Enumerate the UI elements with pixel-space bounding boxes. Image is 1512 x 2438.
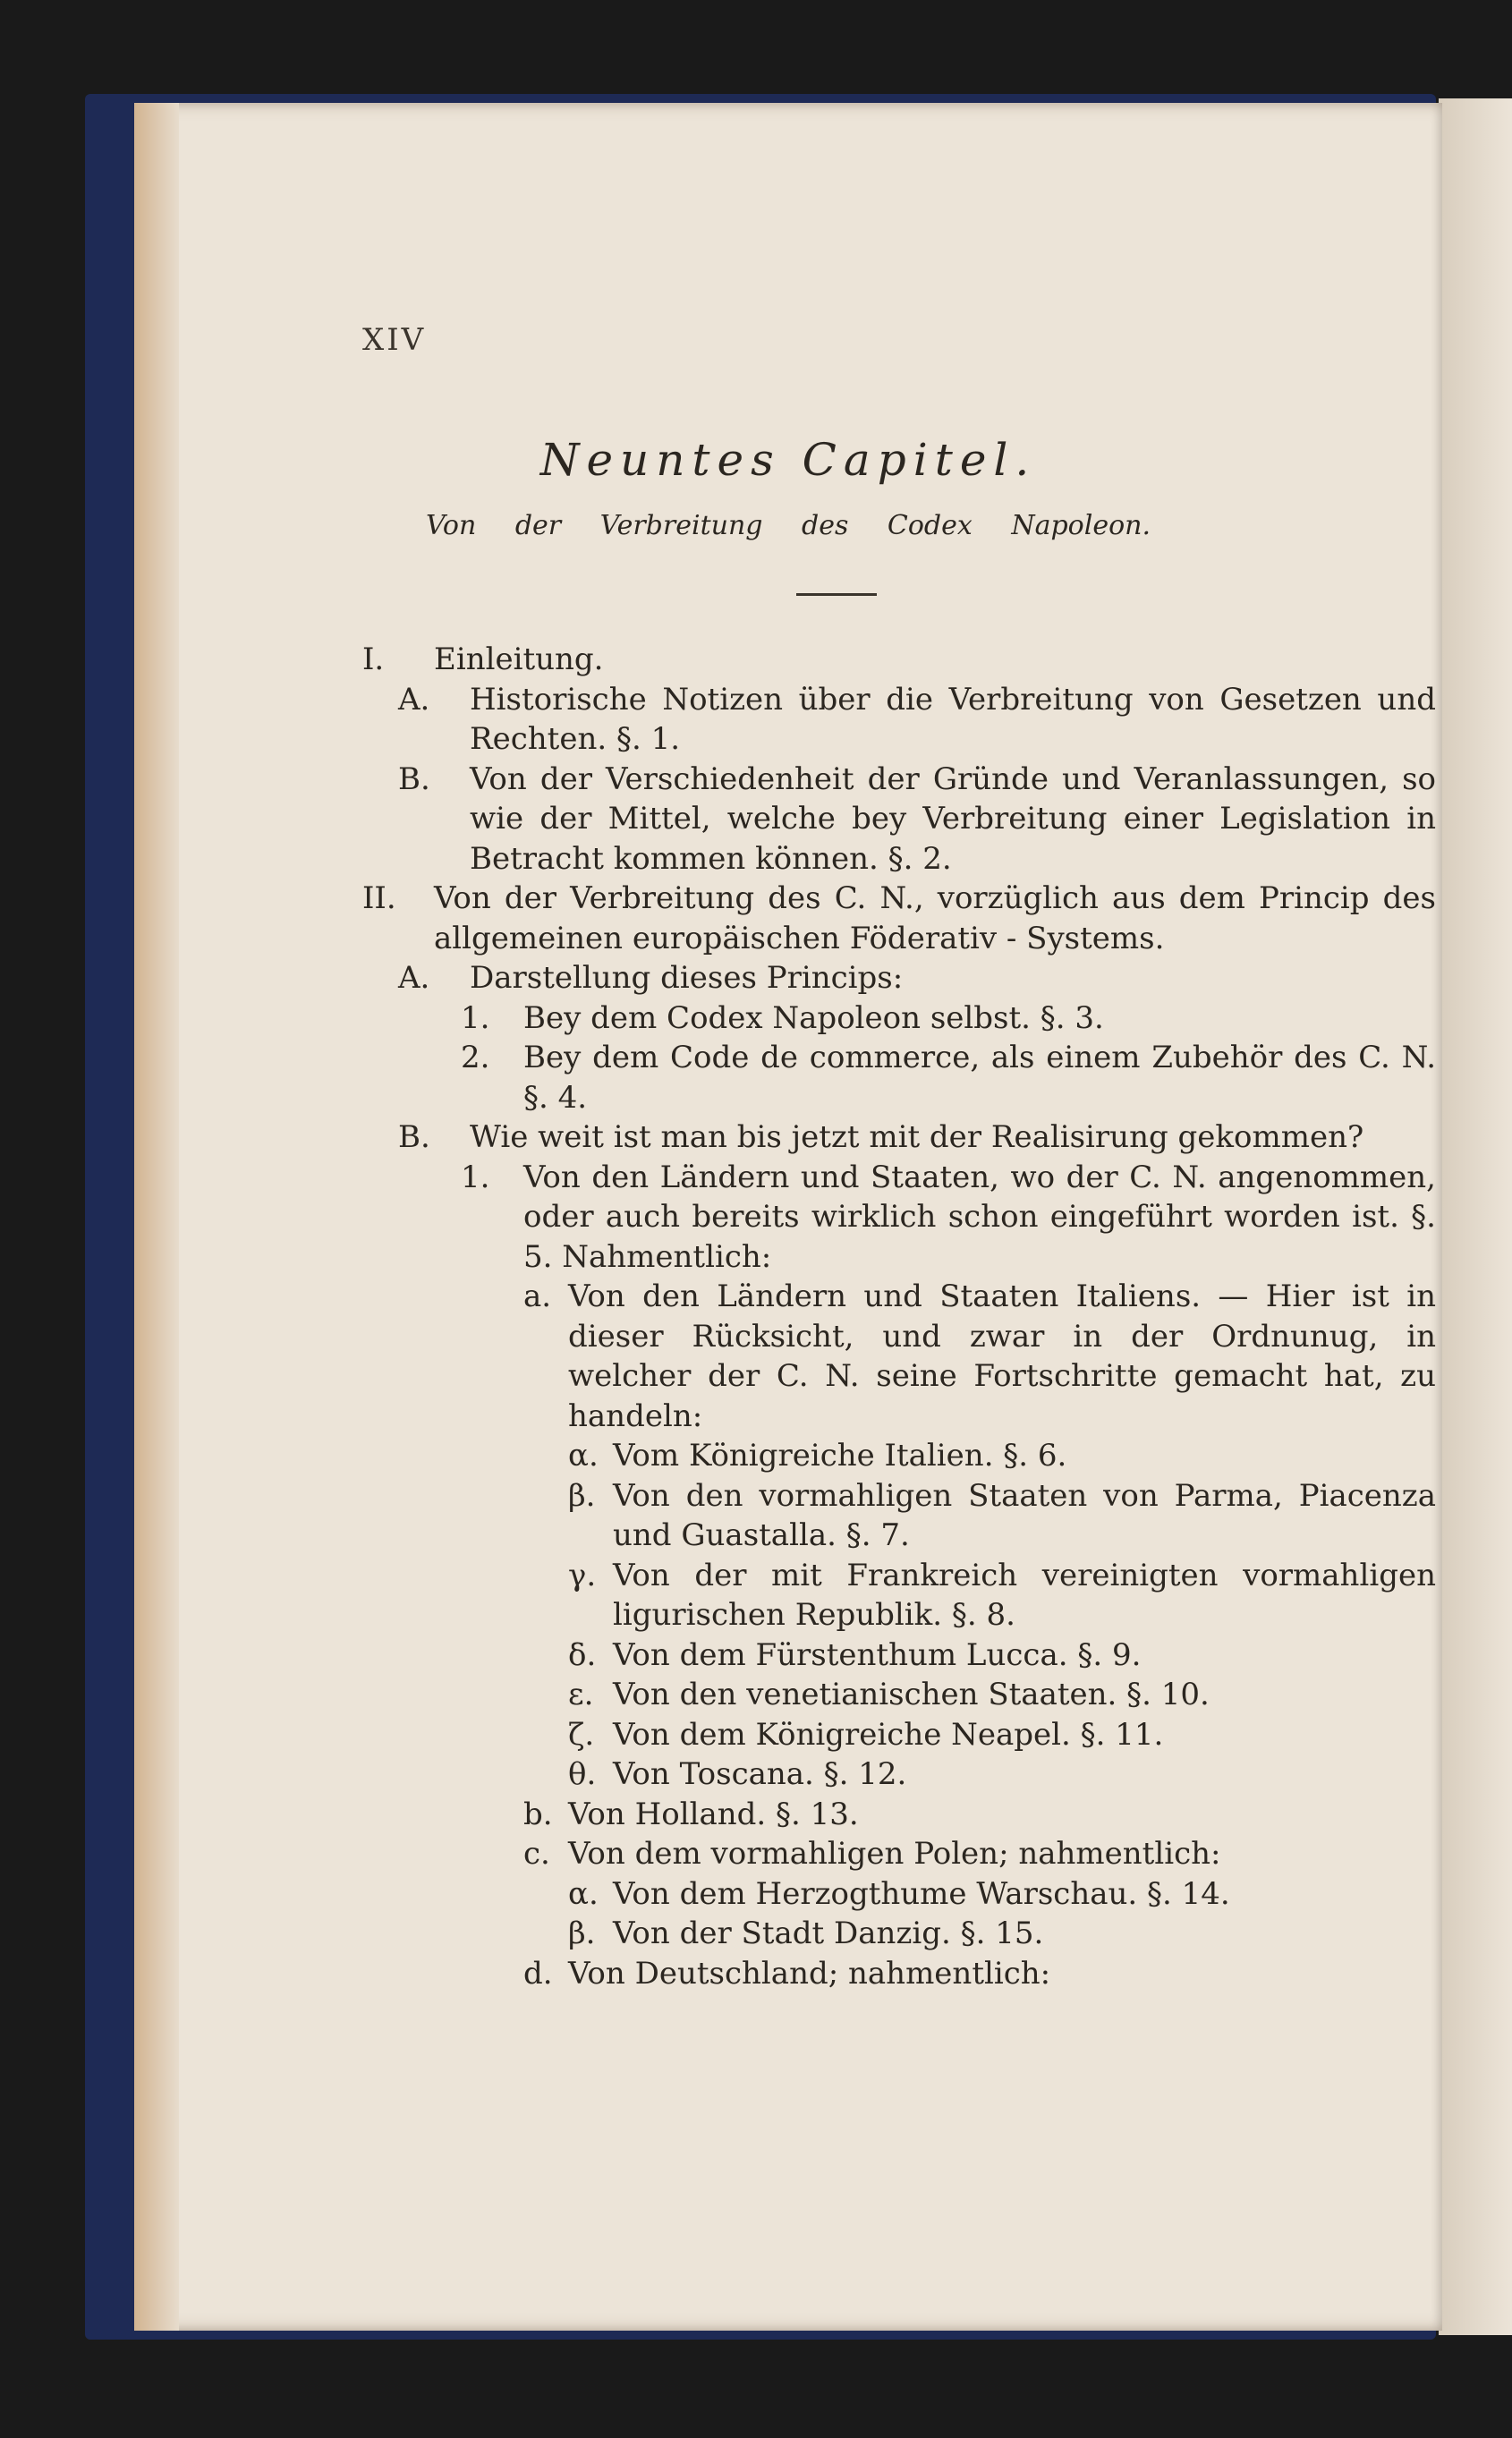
toc-text: Von dem Fürstenthum Lucca. §. 9. [613,1636,1142,1673]
toc-text: Bey dem Codex Napoleon selbst. §. 3. [523,999,1104,1036]
toc-entry [362,1954,1436,1994]
toc-text: Von den venetianischen Staaten. §. 10. [613,1677,1210,1712]
toc-text: Von Toscana. §. 12. [613,1756,907,1792]
toc-text: Von der Verschiedenheit der Gründe und Veranlassungen, so wie der Mittel, welche bey Verbreitung einer Legislation in Betracht kommen können. §. 2. [470,760,1436,877]
toc-marker: β. [568,1916,596,1951]
toc-marker: I. [362,641,385,677]
toc-marker: ζ. [568,1716,595,1753]
chapter-subtitle: Von der Verbreitung des Codex Napoleon. [426,510,1151,541]
toc-text: Von der Verbreitung des C. N., vorzüglich aus dem Princip des allgemeinen europäischen Föderativ - Systems. [434,880,1436,956]
toc-marker: β. [568,1477,596,1514]
title-rule [796,593,877,596]
toc-entry [362,1795,1436,1835]
toc-text: Von den Ländern und Staaten, wo der C. N. angenommen, oder auch bereits wirklich schon eingeführt worden ist. §. 5. Nahmentlich: [523,1159,1436,1275]
toc-marker: B. [398,760,430,797]
toc-entry [362,1556,1436,1635]
toc-entry [362,1874,1436,1915]
table-of-contents [362,640,1436,1993]
toc-entry [362,640,1436,680]
toc-marker: ε. [568,1677,594,1712]
toc-entry [362,1834,1436,1874]
toc-entry [362,1476,1436,1556]
toc-marker: δ. [568,1636,597,1673]
toc-marker: 1. [461,1159,490,1195]
toc-entry [362,1754,1436,1795]
toc-marker: B. [398,1119,430,1155]
toc-entry [362,1038,1436,1117]
toc-entry [362,879,1436,958]
toc-marker: d. [523,1955,553,1992]
facing-page-edge [1439,98,1512,2335]
toc-marker: θ. [568,1756,597,1792]
toc-entry [362,1277,1436,1436]
toc-text: Vom Königreiche Italien. §. 6. [613,1438,1067,1474]
toc-entry [362,998,1436,1039]
toc-marker: α. [568,1438,599,1474]
page-content [134,103,1442,2331]
toc-entry [362,1158,1436,1278]
toc-text: Einleitung. [434,641,604,677]
toc-text: Von der Stadt Danzig. §. 15. [613,1916,1044,1951]
toc-marker: II. [362,880,396,916]
toc-text: Historische Notizen über die Verbreitung von Gesetzen und Rechten. §. 1. [470,681,1436,757]
toc-marker: 1. [461,999,490,1036]
toc-marker: α. [568,1875,599,1912]
toc-text: Von Holland. §. 13. [568,1796,859,1832]
toc-marker: c. [523,1836,550,1872]
toc-entry [362,958,1436,998]
toc-entry [362,1914,1436,1954]
toc-entry [362,1675,1436,1715]
toc-text: Darstellung dieses Princips: [470,960,904,996]
toc-text: Bey dem Code de commerce, als einem Zubehör des C. N. §. 4. [523,1040,1436,1116]
toc-entry [362,1635,1436,1676]
toc-entry [362,1715,1436,1755]
page-number: XIV [362,322,427,358]
toc-text: Von der mit Frankreich vereinigten vormahligen ligurischen Republik. §. 8. [613,1557,1436,1633]
toc-marker: a. [523,1278,552,1314]
toc-entry [362,1436,1436,1476]
toc-text: Von dem Herzogthume Warschau. §. 14. [613,1875,1230,1912]
toc-marker: A. [398,960,430,996]
toc-marker: γ. [568,1557,597,1593]
toc-text: Von dem vormahligen Polen; nahmentlich: [568,1836,1221,1872]
toc-marker: b. [523,1796,553,1832]
toc-entry [362,680,1436,760]
toc-entry [362,760,1436,879]
chapter-title: Neuntes Capitel. [539,434,1037,486]
toc-marker: 2. [461,1040,490,1075]
toc-entry [362,1117,1436,1158]
toc-marker: A. [398,681,430,718]
toc-text: Von dem Königreiche Neapel. §. 11. [613,1716,1164,1753]
toc-text: Von Deutschland; nahmentlich: [568,1955,1051,1992]
toc-text: Wie weit ist man bis jetzt mit der Realisirung gekommen? [470,1119,1364,1155]
toc-text: Von den vormahligen Staaten von Parma, Piacenza und Guastalla. §. 7. [613,1477,1436,1553]
toc-text: Von den Ländern und Staaten Italiens. — Hier ist in dieser Rücksicht, und zwar in der Ordnunug, in welcher der C. N. seine Fortschritte gemacht hat, zu handeln: [568,1278,1436,1434]
